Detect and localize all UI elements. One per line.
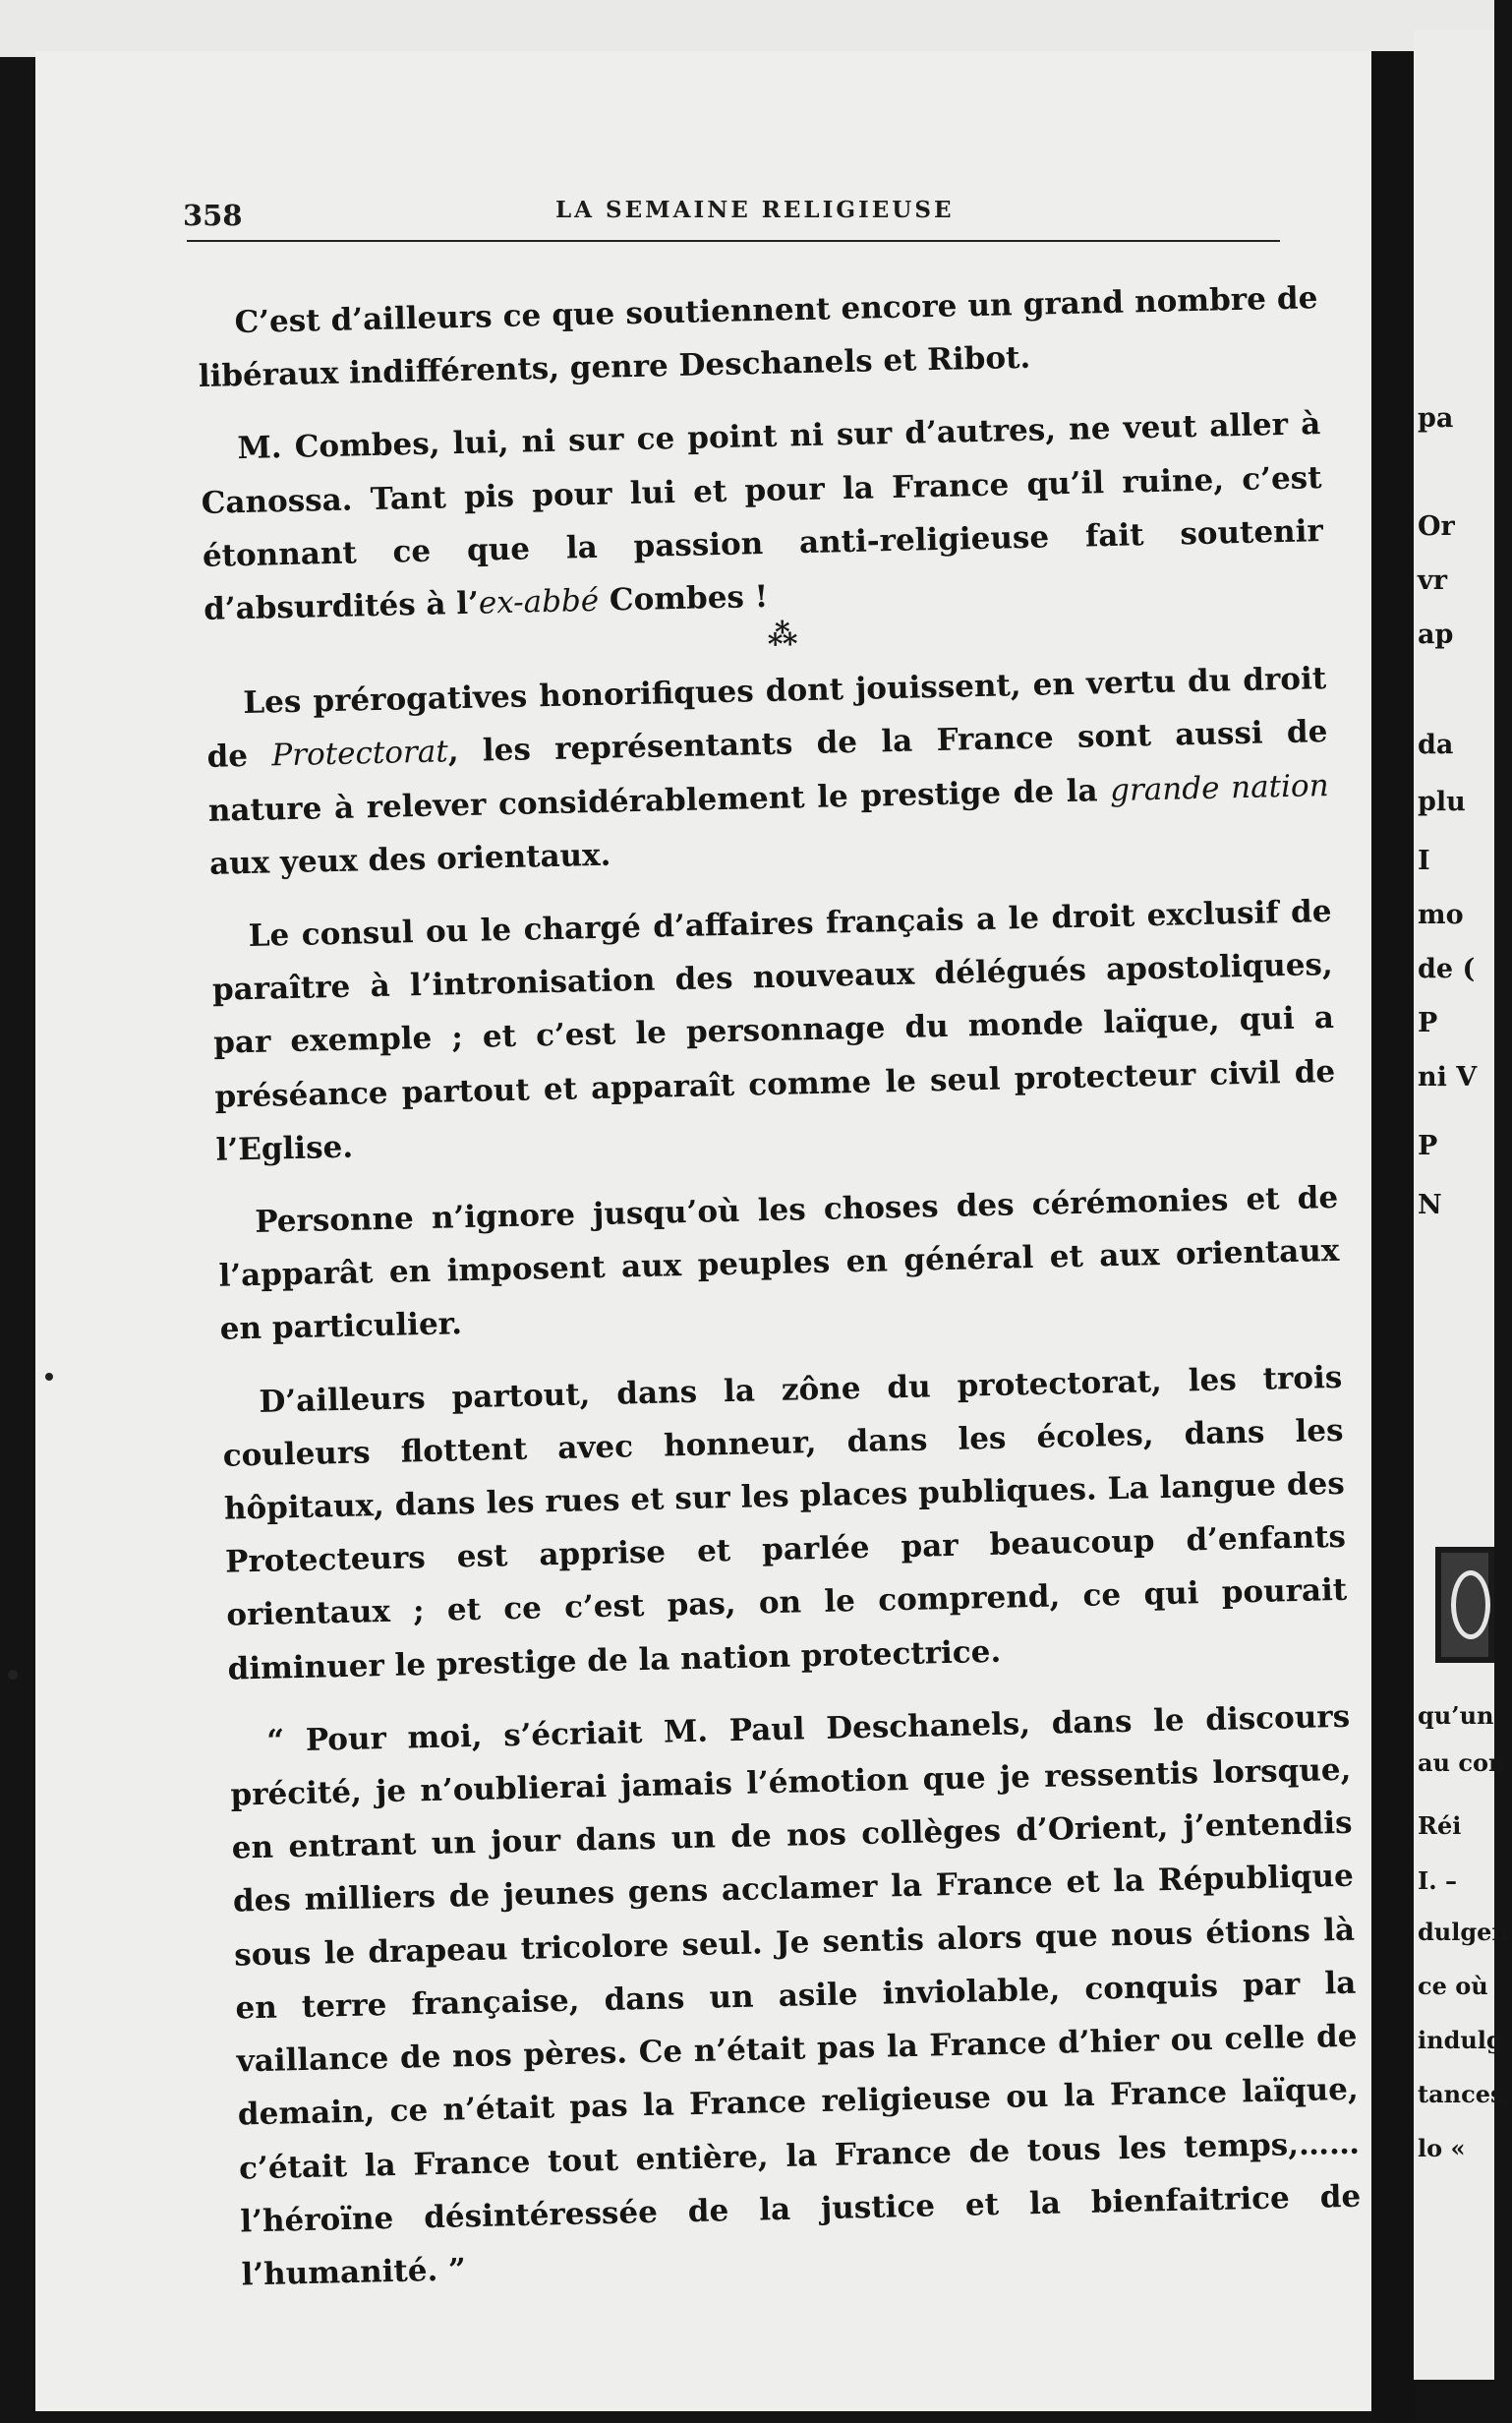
next-page-fragment: I. –	[1418, 1866, 1457, 1895]
running-head: LA SEMAINE RELIGIEUSE	[555, 197, 955, 223]
paragraph: Personne n’ignore jusqu’où les choses des cérémonies et de l’apparât en imposent aux peuples en général et aux orientaux en particulier.	[218, 1179, 1340, 1348]
page-number: 358	[183, 199, 243, 232]
header-rule	[187, 240, 1280, 242]
next-page-fragment: indulg	[1418, 2026, 1503, 2054]
next-page-fragment: P	[1418, 1008, 1438, 1038]
scan-speck	[8, 1670, 18, 1680]
next-page-fragment: I	[1418, 846, 1430, 876]
next-page-fragment: plu	[1418, 787, 1466, 817]
italic-term: Protectorat	[270, 734, 449, 774]
book-gutter	[1371, 51, 1416, 2421]
paragraph: C’est d’ailleurs ce que soutiennent encore un grand nombre de libéraux indifférents, genre Deschanels et Ribot.	[198, 280, 1318, 395]
next-page-fragment: qu’un	[1418, 1701, 1494, 1730]
next-page-fragment: ni V	[1418, 1062, 1478, 1093]
article-body	[197, 271, 1363, 2301]
next-page-fragment: pa	[1418, 403, 1454, 434]
paragraph: D’ailleurs partout, dans la zône du protectorat, les trois couleurs flottent avec honneur, dans les écoles, dans les hôpitaux, dans les rues et sur les places publiques. La langue des Protecteurs est apprise et parlée par beaucoup d’enfants orientaux ; et ce c’est pas, on le comprend, ce qui pourait diminuer le prestige de la nation protectrice.	[222, 1359, 1348, 1687]
next-page-fragment: vr	[1418, 565, 1447, 596]
next-page-fragment: au con	[1418, 1748, 1506, 1777]
scan-speck	[45, 1373, 53, 1381]
next-page-fragment: Réi	[1418, 1811, 1462, 1840]
next-page-fragment: P	[1418, 1131, 1438, 1161]
italic-term: ex-abbé	[478, 582, 600, 621]
quotation-paragraph: “ Pour moi, s’écriait M. Paul Deschanels, dans le discours précité, je n’oublierai jamais l’émotion que je ressentis lorsque, en entrant un jour dans un de nos collèges d’Orient, j’entendis des milliers de jeunes gens acclamer la France et la République sous le drapeau tricolore seul. Je sentis alors que nous étions là en terre française, dans un asile inviolable, conquis par la vaillance de nos pères. Ce n’était pas la France d’hier ou celle de demain, ce n’était pas la France religieuse ou la France laïque, c’était la France tout entière, la France de tous les temps,……l’héroïne désintéressée de la justice et la bienfaitrice de l’humanité. ”	[230, 1698, 1362, 2293]
next-page-fragment: ce où	[1418, 1972, 1488, 2000]
paragraph: M. Combes, lui, ni sur ce point ni sur d’autres, ne veut aller à Canossa. Tant pis pour lui et pour la France qu’il ruine, c’est étonnant ce que la passion anti-religieuse fait soutenir d’absurdités à l’ex-abbé Combes !	[201, 406, 1324, 627]
next-page-fragment: ap	[1418, 620, 1454, 650]
next-page-fragment: de (	[1418, 954, 1476, 984]
adjacent-page-edge	[1414, 30, 1512, 2380]
scan-border-top	[0, 0, 1494, 57]
next-page-fragment: Or	[1418, 511, 1455, 542]
decorative-initial-icon	[1435, 1547, 1494, 1663]
next-page-fragment: mo	[1418, 900, 1464, 930]
next-page-fragment: dulgen	[1418, 1918, 1509, 1946]
paragraph: Les prérogatives honorifiques dont jouissent, en vertu du droit de Protectorat, les représentants de la France sont aussi de nature à relever considérablement le prestige de la grande nation aux yeux des orientaux.	[206, 661, 1329, 882]
next-page-fragment: lo «	[1418, 2134, 1466, 2162]
next-page-fragment: tances,	[1418, 2080, 1512, 2108]
italic-term: grande nation	[1109, 767, 1329, 808]
next-page-fragment: da	[1418, 730, 1454, 760]
paragraph: Le consul ou le chargé d’affaires français a le droit exclusif de paraître à l’intronisation des nouveaux délégués apostoliques, par exemple ; et c’est le personnage du monde laïque, qui a préséance partout et apparaît comme le seul protecteur civil de l’Eglise.	[211, 894, 1336, 1168]
section-asterism: ⁂	[767, 618, 798, 654]
next-page-fragment: N	[1418, 1190, 1442, 1220]
